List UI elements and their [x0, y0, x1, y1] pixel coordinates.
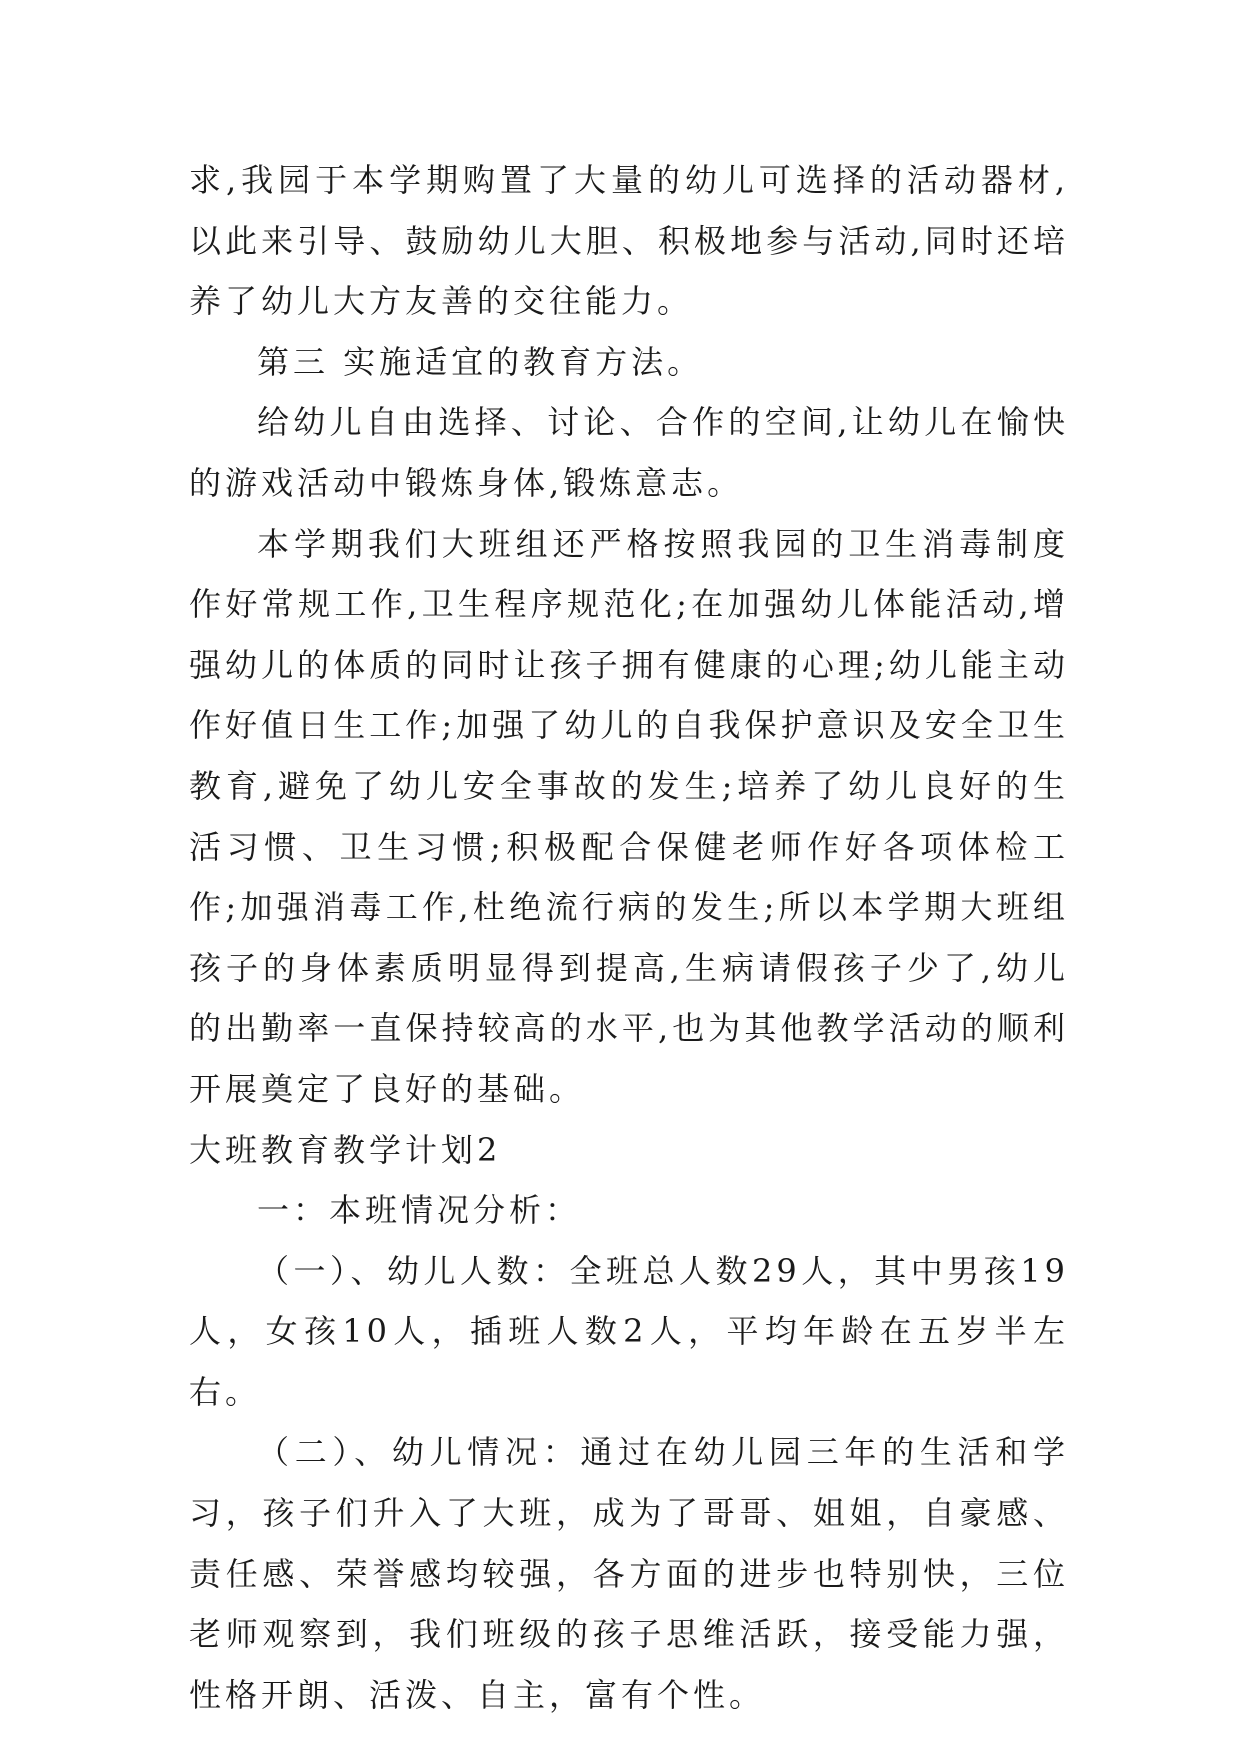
paragraph-hygiene-work: 本学期我们大班组还严格按照我园的卫生消毒制度作好常规工作,卫生程序规范化;在加强幼儿体能活动,增强幼儿的体质的同时让孩子拥有健康的心理;幼儿能主动作好值日生工作;加强了幼儿的自我保护意识及安全卫生教育,避免了幼儿安全事故的发生;培养了幼儿良好的生活习惯、卫生习惯;积极配合保健老师作好各项体检工作;加强消毒工作,杜绝流行病的发生;所以本学期大班组孩子的身体素质明显得到提高,生病请假孩子少了,幼儿的出勤率一直保持较高的水平,也为其他教学活动的顺利开展奠定了良好的基础。: [189, 524, 1069, 1108]
paragraph-section-three-title: 第三 实施适宜的教育方法。: [257, 342, 704, 381]
paragraph-class-analysis-title: 一：本班情况分析：: [257, 1191, 582, 1230]
paragraph-continued-equipment: 求,我园于本学期购置了大量的幼儿可选择的活动器材,以此来引导、鼓励幼儿大胆、积极地参与活动,同时还培养了幼儿大方友善的交往能力。: [189, 161, 1069, 321]
paragraph-child-count: （一）、幼儿人数：全班总人数29人，其中男孩19人，女孩10人，插班人数2人，平均年龄在五岁半左右。: [189, 1251, 1069, 1411]
paragraph-child-situation: （二）、幼儿情况：通过在幼儿园三年的生活和学习，孩子们升入了大班，成为了哥哥、姐姐，自豪感、责任感、荣誉感均较强，各方面的进步也特别快，三位老师观察到，我们班级的孩子思维活跃，接受能力强，性格开朗、活泼、自主，富有个性。: [189, 1433, 1069, 1714]
paragraph-free-choice: 给幼儿自由选择、讨论、合作的空间,让幼儿在愉快的游戏活动中锻炼身体,锻炼意志。: [189, 403, 1069, 502]
document-body: [189, 150, 1069, 1725]
document-heading-plan-2: 大班教育教学计划2: [189, 1130, 502, 1169]
